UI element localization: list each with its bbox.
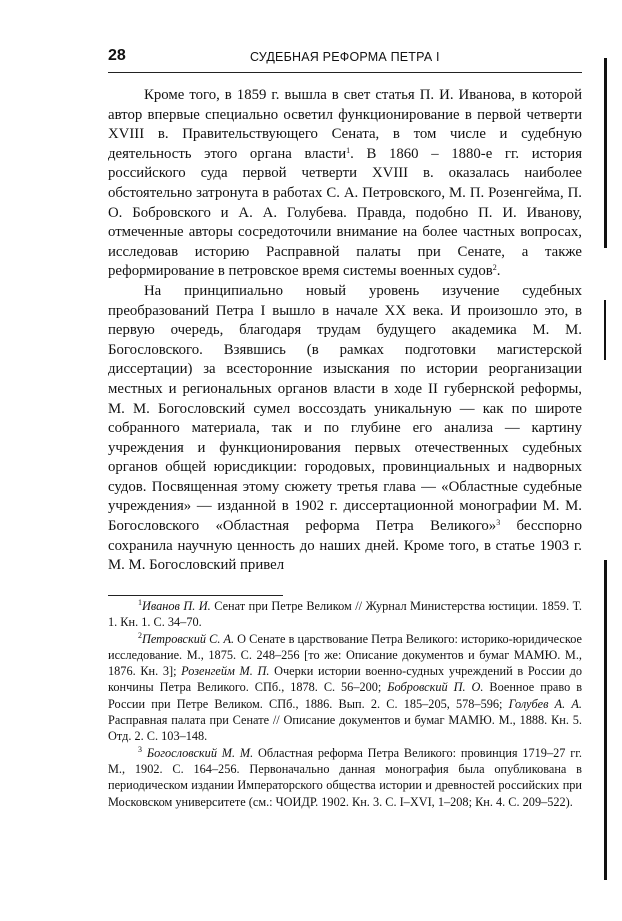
author-name: Богословский М. М. [142,745,254,760]
footnote-rule [108,595,283,596]
text-run: бесспорно сохранила научную ценность до наших дней. Кроме того, в статье 1903 г. М. М. Богословский привел [108,518,582,574]
footnote-marker: 2 [138,630,142,640]
page-number: 28 [108,47,126,64]
paragraph [108,86,582,282]
footnote-marker: 1 [346,145,351,155]
footnote-marker: 3 [138,744,142,754]
text-run: Областная реформа Петра Великого: провинция 1719–27 гг. М., 1902. С. 164–256. Первоначально данная монография была опубликована в периодическом издании Императорского общества истории и древностей российских при Московском университете (см.: ЧОИДР. 1902. Кн. 3. С. I–XVI, 1–208; Кн. 4. С. 209–522). [108,745,582,809]
footnote-marker: 3 [496,518,501,528]
text-run: Очерки истории военно-судных учреждений в России до кончины Петра Великого. СПб., 1878. С. 56–200; [108,664,582,695]
text-run: Сенат при Петре Великом // Журнал Министерства юстиции. 1859. Т. 1. Кн. 1. С. 34–70. [108,599,582,630]
footnote-marker: 1 [138,598,142,607]
footnotes [108,598,582,810]
text-run: Военное право в России при Петре Великом. СПб., 1886. Вып. 2. С. 185–205, 578–596; [108,680,582,711]
paragraph [108,282,582,576]
text-run: На принципиально новый уровень изучение судебных преобразований Петра I вышло в начале XX века. И произошло это, в первую очередь, благодаря трудам будущего академика М. М. Богословского. Взявшись (в рамках подготовки магистерской диссертации) за всесторонние изыскания по истории реорганизации местных и региональных органов власти в ходе II губернской реформы, М. М. Богословский сумел воссоздать уникальную — как по широте собранного материала, так и по глубине его анализа — картину учреждения и функционирования первых отечественных судебных органов общей юрисдикции: городовых, провинциальных и надворных судов. Посвященная этому сюжету третья глава — «Областные судебные учреждения» — изданной в 1902 г. диссертационной монографии М. М. Богословского «Областная реформа Петра Великого» [108,282,582,535]
scan-edge-mark [604,58,607,248]
author-name: Бобровский П. О. [387,680,484,695]
text-run: Кроме того, в 1859 г. вышла в свет статья П. И. Иванова, в которой автор впервые специально осветил функционирование в первой четверти XVIII в. Правительствующего Сената, в том числе и судебную деятельность этого органа власти [108,87,582,162]
scan-edge-mark [604,560,607,880]
text-run: . [496,263,501,280]
footnote [108,631,582,745]
footnote [108,745,582,810]
author-name: Голубев А. А. [508,696,582,711]
text-run: Расправная палата при Сенате // Описание документов и бумаг МАМЮ. М., 1888. Кн. 5. Отд. 2. С. 103–148. [108,713,582,744]
text-run: . В 1860 – 1880-е гг. история российского суда первой четверти XVIII в. оказалась наиболее обстоятельно затронута в работах С. А. Петровского, М. П. Розенгейма, П. О. Бобровского и А. А. Голубева. Правда, подобно П. И. Иванову, отмеченные авторы сосредоточили внимание на более частных вопросах, исследовав историю Расправной палаты при Сенате, а также реформирование в петровское время системы военных судов [108,145,583,280]
running-title: СУДЕБНАЯ РЕФОРМА ПЕТРА I [250,50,440,64]
footnote-marker: 2 [492,263,497,273]
author-name: Петровский С. А. [142,631,235,646]
footnote [108,598,582,631]
text-run: О Сенате в царствование Петра Великого: историко-юридическое исследование. М., 1875. С. 248–256 [то же: Описание документов и бумаг МАМЮ. М., 1876. Кн. 3]; [108,631,582,679]
author-name: Иванов П. И. [142,599,211,613]
author-name: Розенгейм М. П. [181,664,270,679]
header-rule [108,72,582,73]
main-text [108,86,582,576]
page-header [108,46,582,68]
scan-edge-mark [604,300,606,360]
